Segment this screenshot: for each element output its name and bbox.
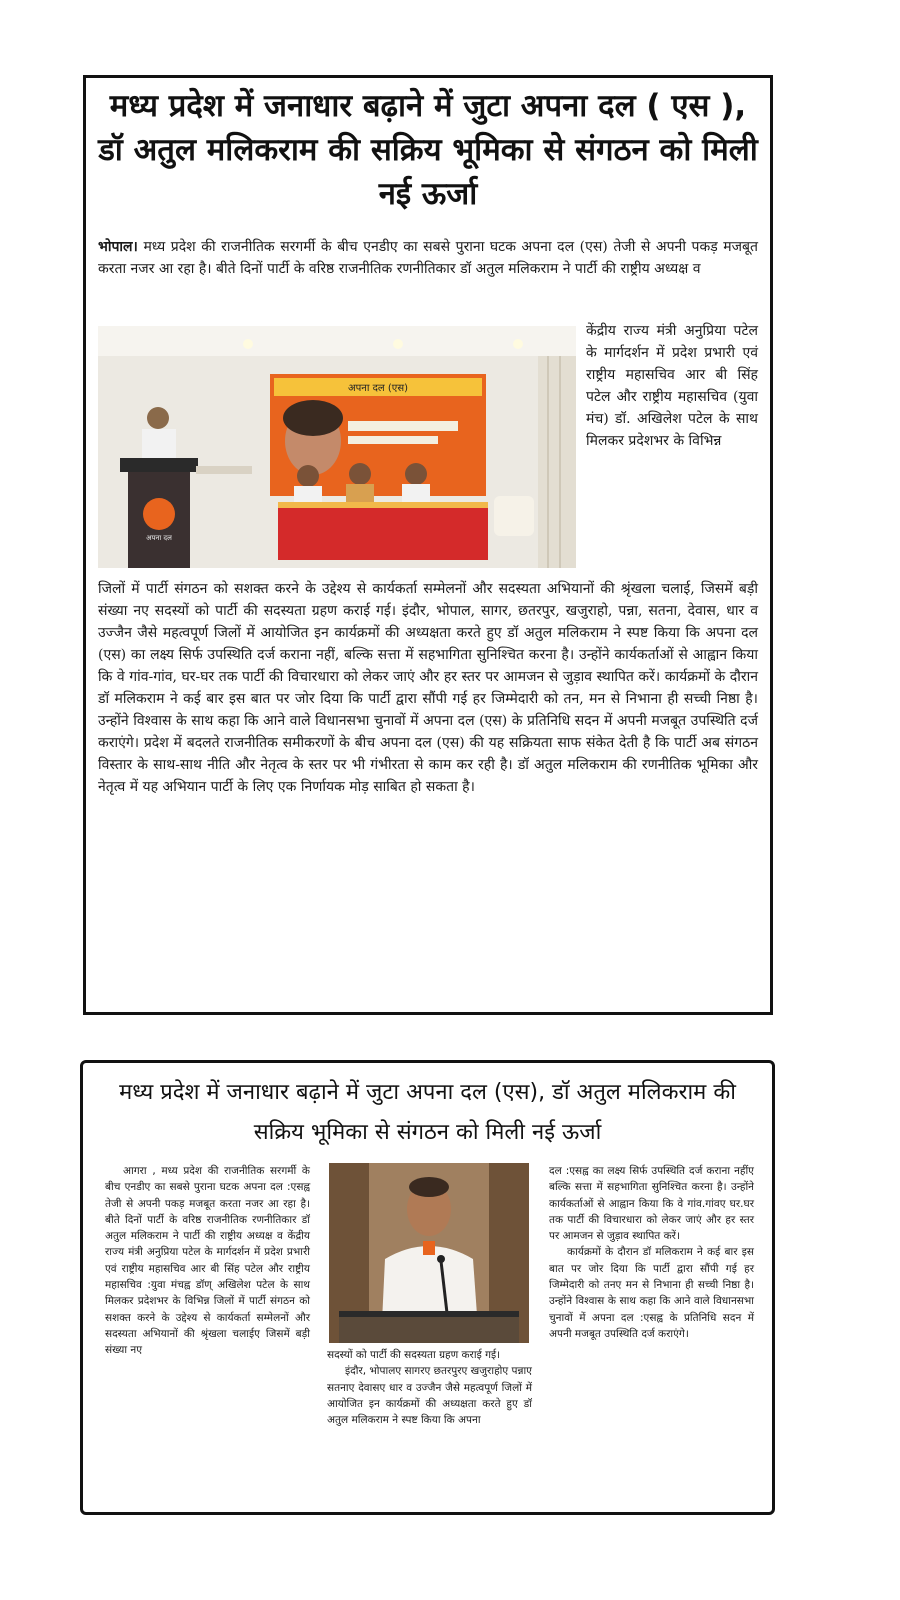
clipping-1-event-photo [98,326,576,568]
clipping-1-lead-paragraph [98,236,758,280]
clipping-2-column-3 [549,1163,754,1342]
clipping-1-headline: मध्य प्रदेश में जनाधार बढ़ाने में जुटा अपना दल ( एस ), डॉ अतुल मलिकराम की सक्रिय भूमिका से संगठन को मिली नई ऊर्जा [98,88,758,212]
clipping-2-column-2 [327,1347,532,1428]
speaker-photo-graphic [329,1163,529,1343]
news-clipping-2 [80,1060,775,1515]
clipping-2-col3-paragraph-2: कार्यक्रमों के दौरान डॉ मलिकराम ने कई बार इस बात पर जोर दिया कि पार्टी द्वारा सौंपी गई हर जिम्मेदारी को तनए मन से निभाना ही सच्ची निष्ठा है। उन्होंने विश्वास के साथ कहा कि आने वाले विधानसभा चुनावों में अपना दल :एसह्व के प्रतिनिधि सदन में अपनी मजबूत उपस्थिति दर्ज कराएंगे। [549,1246,754,1340]
clipping-1-dateline: भोपाल। [98,239,138,255]
clipping-2-speaker-photo [329,1163,529,1343]
clipping-2-col2-paragraph-1: सदस्यों को पार्टी की सदस्यता ग्रहण कराई गई। [327,1349,501,1361]
clipping-1-body-text: जिलों में पार्टी संगठन को सशक्त करने के उद्देश्य से कार्यकर्ता सम्मेलनों और सदस्यता अभियानों की श्रृंखला चलाई, जिसमें बड़ी संख्या नए सदस्यों को पार्टी की सदस्यता ग्रहण कराई गई। इंदौर, भोपाल, सागर, छतरपुर, खजुराहो, पन्ना, सतना, देवास, धार व उज्जैन जैसे महत्वपूर्ण जिलों में आयोजित इन कार्यक्रमों की अध्यक्षता करते हुए डॉ अतुल मलिकराम ने स्पष्ट किया कि अपना दल (एस) का लक्ष्य सिर्फ उपस्थिति दर्ज कराना नहीं, बल्कि सत्ता में सहभागिता सुनिश्चित करना है। उन्होंने कार्यकर्ताओं से आह्वान किया कि वे गांव-गांव, घर-घर तक पार्टी की विचारधारा को लेकर जाएं और हर स्तर पर आमजन से जुड़ाव स्थापित करें। कार्यक्रमों के दौरान डॉ मलिकराम ने कई बार इस बात पर जोर दिया कि पार्टी द्वारा सौंपी गई हर जिम्मेदारी को तन, मन से निभाना ही सच्ची निष्ठा है। उन्होंने विश्वास के साथ कहा कि आने वाले विधानसभा चुनावों में अपना दल (एस) के प्रतिनिधि सदन में अपनी मजबूत उपस्थिति दर्ज कराएंगे। प्रदेश में बदलते राजनीतिक समीकरणों के बीच अपना दल (एस) की यह सक्रियता साफ संकेत देती है कि पार्टी अब संगठन विस्तार के साथ-साथ नीति और नेतृत्व के स्तर पर भी गंभीरता से काम कर रही है। डॉ अतुल मलिकराम की रणनीतिक भूमिका और नेतृत्व में यह अभियान पार्टी के लिए एक निर्णायक मोड़ साबित हो सकता है। [98,581,758,795]
clipping-2-col1-paragraph: आगरा , मध्य प्रदेश की राजनीतिक सरगर्मी के बीच एनडीए का सबसे पुराना घटक अपना दल :एसह्व तेजी से अपनी पकड़ मजबूत करता नजर आ रहा है। बीते दिनों पार्टी के वरिष्ठ राजनीतिक रणनीतिकार डॉ अतुल मलिकराम ने पार्टी की राष्ट्रीय अध्यक्ष व केंद्रीय राज्य मंत्री अनुप्रिया पटेल के मार्गदर्शन में प्रदेश प्रभारी एवं राष्ट्रीय महासचिव आर बी सिंह पटेल और राष्ट्रीय महासचिव :युवा मंचह्व डॉण् अखिलेश पटेल के साथ मिलकर प्रदेशभर के विभिन्न जिलों में पार्टी संगठन को सशक्त करने के उद्देश्य से कार्यकर्ता सम्मेलनों और सदस्यता अभियानों की श्रृंखला चलाईए जिसमें बड़ी संख्या नए [105,1165,310,1357]
clipping-2-headline: मध्य प्रदेश में जनाधार बढ़ाने में जुटा अपना दल (एस), डॉ अतुल मलिकराम की सक्रिय भूमिका से संगठन को मिली नई ऊर्जा [119,1080,736,1145]
event-photo-graphic [98,326,576,568]
clipping-2-col3-paragraph-1: दल :एसह्व का लक्ष्य सिर्फ उपस्थिति दर्ज कराना नहींए बल्कि सत्ता में सहभागिता सुनिश्चित करना है। उन्होंने कार्यकर्ताओं से आह्वान किया कि वे गांव.गांवए घर.घर तक पार्टी की विचारधारा को लेकर जाएं और हर स्तर पर आमजन से जुड़ाव स्थापित करें। [549,1165,754,1243]
photo-banner-text: अपना दल (एस) [347,383,409,394]
clipping-2-column-1 [105,1163,310,1359]
clipping-2-col2-paragraph-2: इंदौर, भोपालए सागरए छतरपुरए खजुराहोए पन्नाए सतनाए देवासए धार व उज्जैन जैसे महत्वपूर्ण जिलों में आयोजित इन कार्यक्रमों की अध्यक्षता करते हुए डॉ अतुल मलिकराम ने स्पष्ट किया कि अपना [327,1365,532,1427]
clipping-1-side-column: केंद्रीय राज्य मंत्री अनुप्रिया पटेल के मार्गदर्शन में प्रदेश प्रभारी एवं राष्ट्रीय महासचिव आर बी सिंह पटेल और राष्ट्रीय महासचिव (युवा मंच) डॉ. अखिलेश पटेल के साथ मिलकर प्रदेशभर के विभिन्न [586,323,758,449]
photo-podium-text: अपना दल [146,534,172,542]
news-clipping-1 [83,75,773,1015]
clipping-1-lead-text: मध्य प्रदेश की राजनीतिक सरगर्मी के बीच एनडीए का सबसे पुराना घटक अपना दल (एस) तेजी से अपनी पकड़ मजबूत करता नजर आ रहा है। बीते दिनों पार्टी के वरिष्ठ राजनीतिक रणनीतिकार डॉ अतुल मलिकराम ने पार्टी की राष्ट्रीय अध्यक्ष व [98,239,759,277]
